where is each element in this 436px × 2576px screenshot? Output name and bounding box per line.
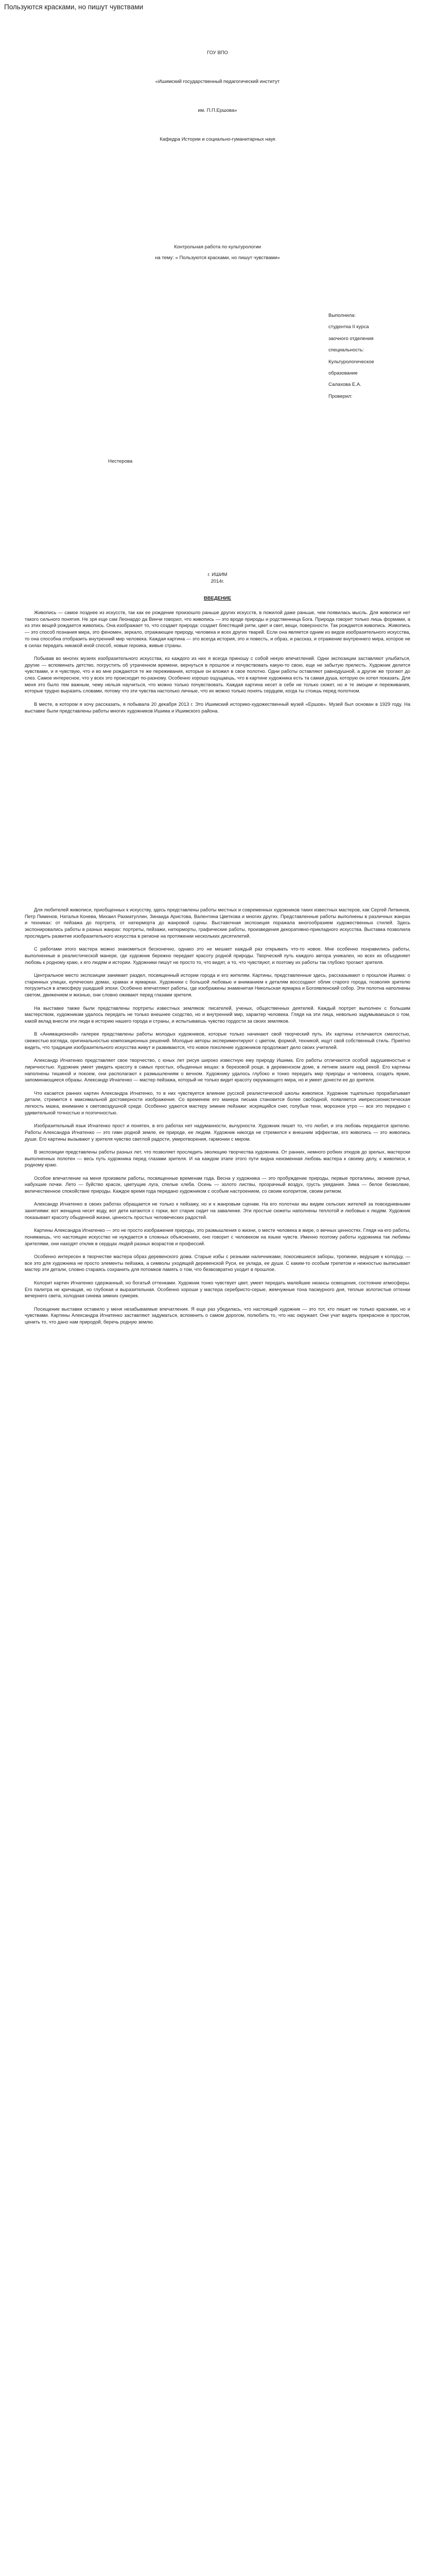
performed-block [328, 310, 411, 402]
paragraph: Александр Игнатенко представляет свое творчество, с юных лет рисуя широко известную ему природу Ишима. Его работы отличаются особой задушевностью и лиричностью. Художник умеет увидеть красоту в самых простых, обыденных вещах: в березовой роще, в деревенском доме, в летнем закате над рекой. Его картины наполнены тишиной и покоем, они располагают к размышлениям о вечном. Художнику удалось глубоко и тонко передать мир природы и человека, создать яркие, запоминающиеся образы. Александр Игнатенко — мастер пейзажа, который не только видит красоту окружающего мира, но и умеет донести ее до зрителя. [25, 1058, 410, 1083]
paragraph: Колорит картин Игнатенко сдержанный, но богатый оттенками. Художник тонко чувствует цвет, умеет передать малейшие нюансы освещения, состояние атмосферы. Его палитра не кричащая, но глубокая и выразительная. Особенно хороши у мастера серебристо-серые, жемчужные тона пасмурного дня, теплые золотистые оттенки вечернего света, холодная синева зимних сумерек. [25, 1280, 410, 1299]
department-name: Кафедра Истории и социально-гуманитарных наук [160, 137, 275, 142]
performed-line: студентка II курса [328, 324, 369, 330]
paragraph: В «Анимационной» галерее представлены работы молодых художников, которые только начинают свой творческий путь. Их картины отличаются смелостью, свежестью взгляда, оригинальностью композиционных решений. Молодые авторы экспериментируют с цветом, формой, техникой, ищут свой собственный стиль. Приятно видеть, что традиции изобразительного искусства живут и развиваются, что новое поколение художников продолжает дело своих учителей. [25, 1031, 410, 1050]
performed-line: Проверил: [328, 393, 353, 399]
paragraph: Картины Александра Игнатенко — это не просто изображения природы, это размышления о жизни, о месте человека в мире, о вечных ценностях. Глядя на его работы, понимаешь, что настоящее искусство не нуждается в сложных объяснениях, оно говорит с человеком на языке чувств. Именно поэтому работы художника так любимы зрителями, они находят отклик в сердцах людей разных возрастов и профессий. [25, 1228, 410, 1246]
paragraph: Побывав во многих музеях изобразительного искусства, из каждого из них я всегда приношу с собой некую впечатлений. Одни экспозиции заставляют улыбаться, другие — вспоминать детство, погрустить об утраченном времени, вернуться в прошлое и почувствовать какую-то свою, еще не забытую прелесть. Художник делится чувствами, и я чувствую, что и во мне рождаются те же переживания, которые он вложил в свое полотно. Одни работы оставляют равнодушной, а другие же трогают до слез. Самое интересное, что у всех это происходит по-разному. Особенно хорошо ощущаешь, что в картине художника есть та самая душа, которую он хотел показать. Для меня это было тем важным, чему нельзя научиться, что можно только почувствовать. Каждая картина несет в себе не только сюжет, но и те эмоции и переживания, которые трудно выразить словами, потому что эти чувства настолько личные, что их можно только понять сердцем, когда ты стоишь перед полотном. [25, 655, 410, 694]
paragraph: Особое впечатление на меня произвели работы, посвященные временам года. Весна у художника — это пробуждение природы, первые проталины, звонкие ручьи, набухшие почки. Лето — буйство красок, цветущие луга, спелые хлеба. Осень — золото листвы, прозрачный воздух, грусть увядания. Зима — белое безмолвие, величественное спокойствие природы. Каждое время года передано художником с особым настроением, со своим колоритом, своим ритмом. [25, 1175, 410, 1194]
paragraph: На выставке также были представлены портреты известных земляков: писателей, ученых, общественных деятелей. Каждый портрет выполнен с большим мастерством, художникам удалось передать не только внешнее сходство, но и внутренний мир, характер человека. Глядя на эти лица, невольно задумываешься о том, какой вклад внесли эти люди в историю нашего города и страны, и испытываешь чувство гордости за своих земляков. [25, 1005, 410, 1024]
performed-line: специальность: [328, 347, 364, 353]
performed-line: Салахова Е.А. [328, 382, 361, 388]
paragraph: С работами этого мастера можно знакомиться бесконечно, однако это не мешает каждый раз открывать что-то новое. Мне особенно понравились работы, выполненные в реалистической манере, где художник бережно передает красоту родной природы. Творческий путь каждого автора уникален, но всех их объединяет любовь к родному краю, к его людям и истории. Художники пишут не просто то, что видят, а то, что чувствуют, и поэтому их работы так глубоко трогают зрителя. [25, 946, 410, 965]
work-type: Контрольная работа по культурологии [174, 244, 261, 250]
paragraph: Для любителей живописи, приобщенных к искусству, здесь представлены работы местных и современных художников таких известных мастеров, как Сергей Литвинов, Петр Пименов, Наталья Конева, Михаил Рахматуллин, Зинаида Аристова, Валентина Цветкова и многих других. Представленные работы выполнены в различных жанрах и техниках: от пейзажа до портрета, от натюрморта до жанровой сцены. Выставочная экспозиция поражала многообразием художественных стилей. Здесь экспонировались работы в разных жанрах: портреты, пейзажи, натюрморты, графические работы, произведения декоративно-прикладного искусства. Выставка позволила проследить развитие изобразительного искусства в регионе на протяжении нескольких десятилетий. [25, 907, 410, 939]
paragraph: Центральное место экспозиции занимает раздел, посвященный истории города и его жителям. Картины, представленные здесь, рассказывают о прошлом Ишима: о старинных улицах, купеческих домах, храмах и ярмарках. Художники с большой любовью и вниманием к деталям воссоздают облик старого города, позволяя зрителю погрузиться в атмосферу ушедшей эпохи. Особенно впечатляют работы, где изображены знаменитая Никольская ярмарка и Богоявленский собор. Эти полотна наполнены светом, движением и жизнью, они словно оживают перед глазами зрителя. [25, 973, 410, 998]
year: 2014г. [211, 579, 224, 584]
paragraph: Живопись — самое позднее из искусств, так как ее рождение произошло раньше других искусств, в пожилой даже раньше, чем появилась мысль. Для живописи нет такого сильного понятия. Не зря еще сам Леонардо да Винчи говорил, что живопись — это вроде природы и родственница Бога. Природа говорит только лишь формами, а из этих вещей рождается живопись. Она изображает то, что создает природа: создает блестящий ритм, цвет и свет, вещи, поверхности. Так рождается живопись. Живопись — это способ познания мира, это феномен, зеркало, отражающее природу, человека и всех других тварей. Если она является одним из видов изобразительного искусства, то она способна отобразить внутренний мир человека. Каждая картина — это всегда история, это и повесть, и образ, и рассказ, и отражение внутреннего мира, которое не в силах передать никакой иной способ, новые героика, живые страны. [25, 610, 410, 648]
author-name: Нестерова [108, 459, 133, 464]
intro-text [25, 609, 410, 714]
paragraph: Особенно интересен в творчестве мастера образ деревенского дома. Старые избы с резными наличниками, покосившиеся заборы, тропинки, ведущие к колодцу, — все это для художника не просто элементы пейзажа, а символы уходящей деревенской Руси, ее уклада, ее души. С каким-то особым трепетом и нежностью выписывает мастер эти детали, словно стараясь сохранить для потомков память о том, что безвозвратно уходит в прошлое. [25, 1254, 410, 1273]
performed-line: Выполнила: [328, 313, 356, 318]
performed-line: Культурологическое [328, 359, 374, 365]
performed-line: образование [328, 370, 358, 377]
paragraph: Александр Игнатенко в своих работах обращается не только к пейзажу, но и к жанровым сценам. На его полотнах мы видим сельских жителей за повседневными занятиями: вот женщина несет воду, вот дети катаются с горки, вот старик сидит на завалинке. Эти простые сюжеты наполнены теплотой и любовью к людям. Художник показывает красоту обыденной жизни, ценность простых человеческих радостей. [25, 1201, 410, 1220]
performed-line: заочного отделения [328, 335, 374, 342]
city: г. ИШИМ [207, 572, 228, 578]
paragraph: Что касается ранних картин Александра Игнатенко, то в них чувствуется влияние русской реалистической школы живописи. Художник тщательно прорабатывает детали, стремится к максимальной достоверности изображения. Со временем его манера письма становится более свободной, появляется импрессионистическая легкость мазка, внимание к световоздушной среде. Особенно удаются мастеру зимние пейзажи: искрящийся снег, голубые тени, морозное утро — все это передано с удивительной точностью и поэтичностью. [25, 1090, 410, 1115]
paragraph: В месте, в котором я хочу рассказать, я побывала 20 декабря 2013 г. Это Ишимский историко-художественный музей «Ершов». Музей был основан в 1929 году. На выставке были представлены работы многих художников Ишима и Ишимского района. [25, 701, 410, 714]
paragraph: Посещение выставки оставило у меня незабываемые впечатления. Я еще раз убедилась, что настоящий художник — это тот, кто пишет не только красками, но и чувствами. Картины Александра Игнатенко заставляют задуматься, вспомнить о самом дорогом, полюбить то, что нас окружает. Они учат видеть прекрасное в простом, ценить то, что дано нам природой, беречь родную землю. [25, 1306, 410, 1325]
institute-name: «Ишимский государственный педагогический институт [155, 79, 280, 84]
paragraph: В экспозиции представлены работы разных лет, что позволяет проследить эволюцию творчества художника. От ранних, немного робких этюдов до зрелых, мастерски выполненных полотен — весь путь художника перед глазами зрителя. И на каждом этапе этого пути видна неизменная любовь мастера к своему делу, к живописи, к родному краю. [25, 1149, 410, 1168]
main-text [25, 907, 410, 1326]
city-year [25, 571, 410, 585]
page-title: Пользуются красками, но пишут чувствами [4, 3, 144, 11]
paragraph: Изобразительный язык Игнатенко прост и понятен, в его работах нет надуманности, вычурности. Художник пишет то, что любит, и эта любовь передается зрителю. Работы Александра Игнатенко — это гимн родной земле, ее природе, ее людям. Художник никогда не стремился к внешним эффектам, его живопись — это живопись души. Его картины вызывают у зрителя чувство светлой радости, умиротворения, гармонии с миром. [25, 1123, 410, 1142]
intro-heading: ВВЕДЕНИЕ [203, 596, 232, 601]
work-topic: на тему: « Пользуются красками, но пишут чувствами» [155, 255, 280, 261]
institute-named: им. П.П.Ершова» [198, 108, 237, 113]
ministry-line: ГОУ ВПО [206, 50, 229, 56]
